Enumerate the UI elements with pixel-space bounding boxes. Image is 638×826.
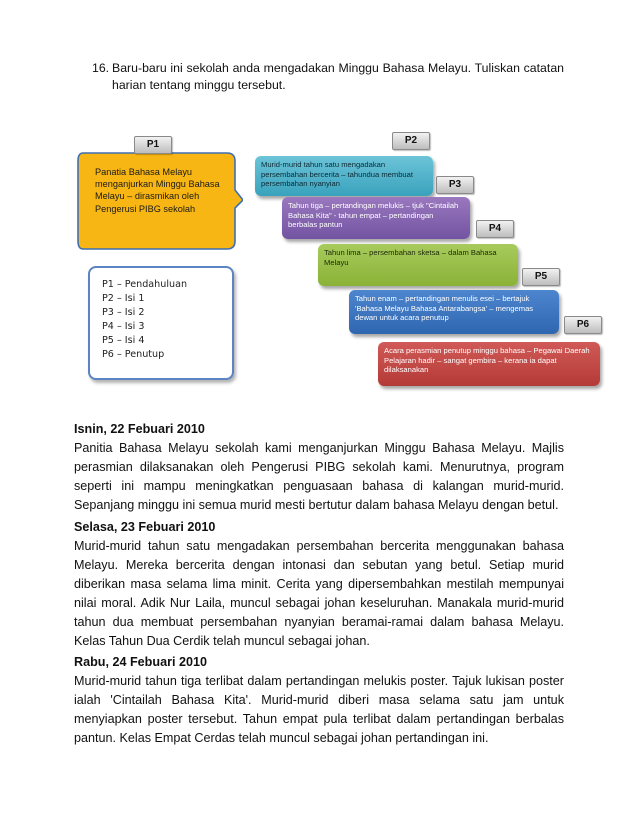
- entry-body: Panitia Bahasa Melayu sekolah kami menganjurkan Minggu Bahasa Melayu. Majlis perasmian dilaksanakan oleh Pengerusi PIBG sekolah kami. Menurutnya, program seperti ini mampu meningkatkan penguasaan bahasa di kalangan murid-murid. Sepanjang minggu ini semua murid mesti bertutur dalam bahasa Melayu dengan betul.: [74, 441, 564, 512]
- legend-item: P1 – Pendahuluan: [102, 279, 188, 290]
- step-p3: Tahun tiga – pertandingan melukis – tjuk "Cintailah Bahasa Kita" - tahun empat – pertandingan berbalas pantun: [282, 197, 470, 239]
- callout-text: Panatia Bahasa Melayu menganjurkan Minggu Bahasa Melayu – dirasmikan oleh Pengerusi PIBG sekolah: [95, 167, 220, 214]
- step-p2: Murid-murid tahun satu mengadakan persembahan bercerita – tahundua membuat persembahan nyanyian: [255, 156, 433, 196]
- tag-p4: P4: [476, 220, 514, 238]
- tag-p5: P5: [522, 268, 560, 286]
- tag-p6: P6: [564, 316, 602, 334]
- entry-date: Selasa, 23 Febuari 2010: [74, 520, 216, 534]
- diary-entry: [74, 653, 564, 748]
- entry-date: Isnin, 22 Febuari 2010: [74, 422, 205, 436]
- legend-item: P6 – Penutup: [102, 349, 165, 360]
- legend-item: P5 – Isi 4: [102, 335, 145, 346]
- question-number: 16.: [92, 61, 110, 75]
- tag-p2: P2: [392, 132, 430, 150]
- mind-map-diagram: [0, 0, 638, 400]
- legend-item: P3 – Isi 2: [102, 307, 145, 318]
- step-p5: Tahun enam – pertandingan menulis esei – bertajuk 'Bahasa Melayu Bahasa Antarabangsa' – mengemas dewan untuk acara penutup: [349, 290, 559, 334]
- legend-box: [88, 266, 234, 380]
- legend-item: P4 – Isi 3: [102, 321, 145, 332]
- entry-date: Rabu, 24 Febuari 2010: [74, 655, 207, 669]
- entry-body: Murid-murid tahun tiga terlibat dalam pertandingan melukis poster. Tajuk lukisan poster ialah 'Cintailah Bahasa Kita'. Murid-murid diberi masa selama satu jam untuk menyiapkan poster tersebut. Tahun empat pula terlibat dalam pertandingan berbalas pantun. Kelas Empat Cerdas telah muncul sebagai johan pertandingan ini.: [74, 674, 564, 745]
- entry-body: Murid-murid tahun satu mengadakan persembahan bercerita menggunakan bahasa Melayu. Mereka bercerita dengan intonasi dan sebutan yang betul. Setiap murid diberikan masa selama lima minit. Cerita yang dipersembahkan mestilah mempunyai nilai moral. Adik Nur Laila, muncul sebagai johan keseluruhan. Manakala murid-murid tahun dua membuat persembahan nyanyian beramai-ramai dalam bahasa Melayu. Kelas Tahun Dua Cerdik telah muncul sebagai johan.: [74, 539, 564, 648]
- diary-entry: [74, 518, 564, 651]
- step-p6: Acara perasmian penutup minggu bahasa – Pegawai Daerah Pelajaran hadir – sangat gembira – kerana ia dapat dilaksanakan: [378, 342, 600, 386]
- step-p4: Tahun lima – persembahan sketsa – dalam Bahasa Melayu: [318, 244, 518, 286]
- legend-item: P2 – Isi 1: [102, 293, 145, 304]
- legend-list: [90, 268, 232, 362]
- question-text: Baru-baru ini sekolah anda mengadakan Minggu Bahasa Melayu. Tuliskan catatan harian tentang minggu tersebut.: [112, 61, 564, 92]
- diary-entry: [74, 420, 564, 515]
- tag-p3: P3: [436, 176, 474, 194]
- tag-p1: P1: [134, 136, 172, 154]
